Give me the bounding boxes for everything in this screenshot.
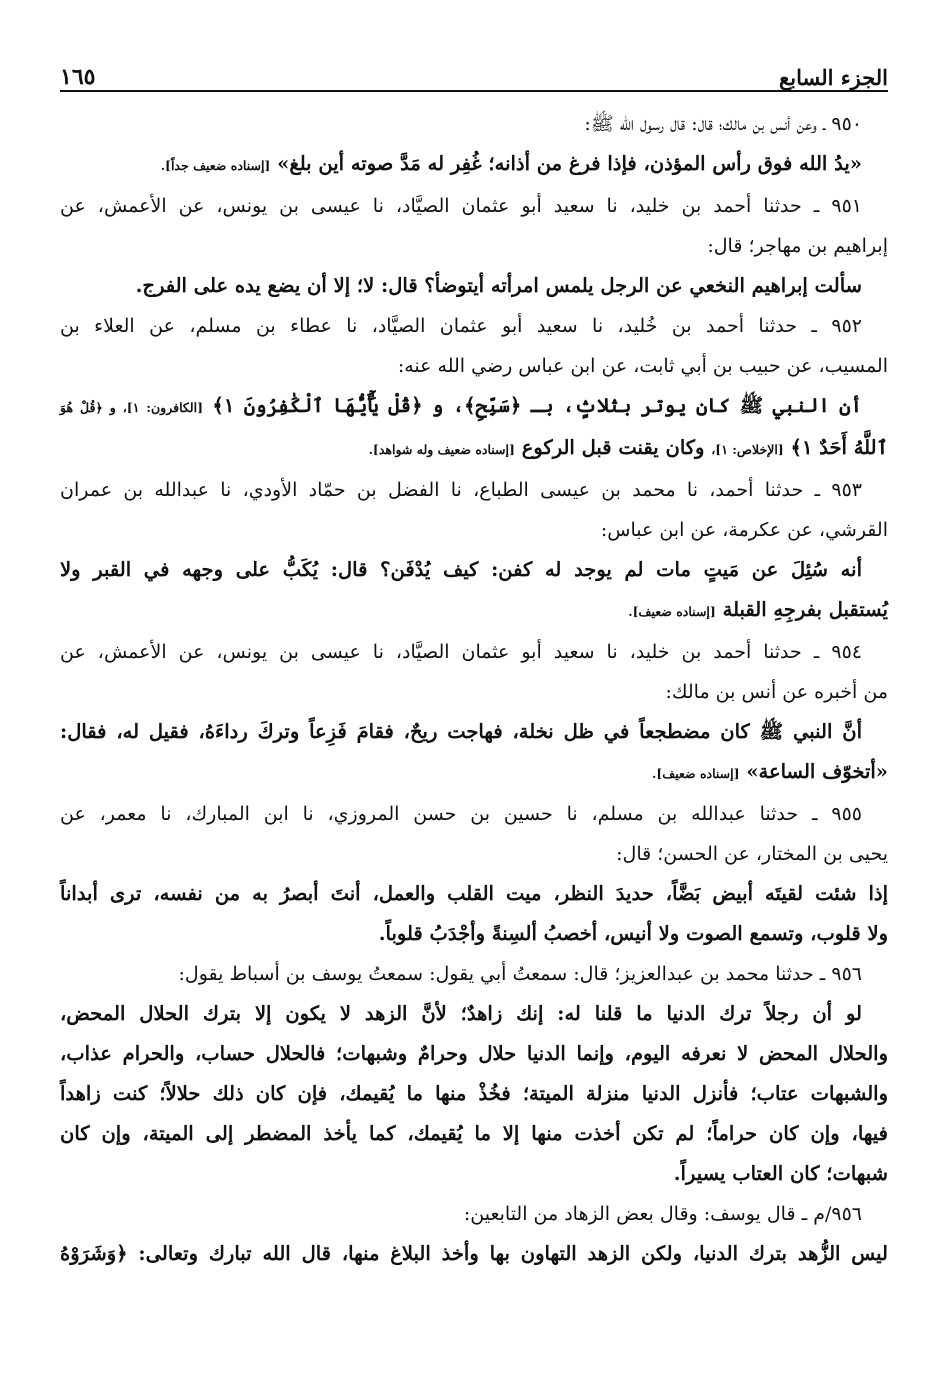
line-text: «أتخوّف الساعة» <box>746 760 888 783</box>
text-line <box>60 712 888 752</box>
text-line <box>60 428 888 470</box>
line-text: ٩٥٢ ـ حدثنا أحمد بن خُليد، نا سعيد أبو عثمان الصيَّاد، نا عطاء بن مسلم، عن العلاء بن <box>60 315 862 337</box>
text-line <box>60 346 888 386</box>
text-line <box>60 1234 888 1274</box>
text-line <box>60 1074 888 1114</box>
text-line <box>60 794 888 834</box>
line-text: «يدُ الله فوق رأس المؤذن، فإذا فرغ من أذانه؛ غُفِر له مَدَّ صوته أين بلغ» <box>277 152 862 175</box>
text-line <box>60 590 888 632</box>
line-text: أنه سُئِلَ عن مَيتٍ مات لم يوجد له كفن: كيف يُدْفَن؟ قال: يُكَبُّ على وجهه في القبر ولا <box>60 558 862 581</box>
inline-note: [إسناده ضعيف]. <box>652 766 740 781</box>
line-text: يحيى بن المختار، عن الحسن؛ قال: <box>616 843 888 865</box>
inline-note: [الإخلاص: ١]، <box>711 442 784 457</box>
line-text: إذا شئت لقيتَه أبيض بَضَّاً، حديدَ النظر، ميت القلب والعمل، أنتَ أبصرُ به من نفسه، ترى أبداناً <box>60 882 888 905</box>
text-line <box>60 954 888 994</box>
text-line <box>60 266 888 306</box>
text-line <box>60 994 888 1034</box>
text-line <box>60 550 888 590</box>
line-text: إبراهيم بن مهاجر؛ قال: <box>707 235 888 257</box>
text-line <box>60 1154 888 1194</box>
line-text: لو أن رجلاً ترك الدنيا ما قلنا له: إنك زاهدٌ؛ لأنَّ الزهد لا يكون إلا بترك الحلال المحض، <box>60 1002 862 1025</box>
text-line <box>60 874 888 914</box>
line-text: ٱللَّهُ أَحَدٌ ١﴾ <box>790 436 888 459</box>
running-title: الجزء السابع <box>779 65 888 90</box>
text-line <box>60 672 888 712</box>
line-text: ٩٥٠ ـ وعن أنس بن مالك؛ قال: قال رسول الله ﷺ: <box>584 113 862 135</box>
text-line <box>60 104 888 144</box>
line-text: المسيب، عن حبيب بن أبي ثابت، عن ابن عباس رضي الله عنه: <box>397 355 888 377</box>
line-text: ٩٥٥ ـ حدثنا عبدالله بن مسلم، نا حسين بن حسن المروزي، نا ابن المبارك، نا معمر، عن <box>60 803 862 825</box>
line-text-tail: وكان يقنت قبل الركوع <box>521 436 705 459</box>
text-line <box>60 914 888 954</box>
line-text: القرشي، عن عكرمة، عن ابن عباس: <box>600 519 888 541</box>
text-line <box>60 226 888 266</box>
inline-note: [إسناده ضعيف جداً]. <box>160 158 271 173</box>
text-line <box>60 752 888 794</box>
text-line <box>60 306 888 346</box>
line-text: أن النبي ﷺ كان يوتر بثلاثٍ، بـ ﴿سَبِّحِ﴾، و ﴿قُلْ يَٰٓأَيُّهَا ٱلْكَٰفِرُونَ ١﴾ <box>212 394 862 417</box>
line-text: من أخبره عن أنس بن مالك: <box>665 681 888 703</box>
text-line <box>60 1034 888 1074</box>
text-line <box>60 386 888 428</box>
line-text: ٩٥١ ـ حدثنا أحمد بن خليد، نا سعيد أبو عثمان الصيَّاد، نا عيسى بن يونس، عن الأعمش، عن <box>60 195 862 217</box>
line-text: ٩٥٤ ـ حدثنا أحمد بن خليد، نا سعيد أبو عثمان الصيَّاد، نا عيسى بن يونس، عن الأعمش، عن <box>60 641 862 663</box>
text-line <box>60 1114 888 1154</box>
line-text: ليس الزُّهد بترك الدنيا، ولكن الزهد التهاون بها وأخذ البلاغ منها، قال الله تبارك وتعالى: ﴿وَشَرَوْهُ <box>60 1242 888 1265</box>
page-header <box>60 50 888 92</box>
line-text: يُستقبل بفرجِهِ القبلة <box>722 598 888 621</box>
page-number: ١٦٥ <box>60 64 96 90</box>
line-text: والحلال المحض لا نعرفه اليوم، وإنما الدنيا حلال وحرامٌ وشبهات؛ فالحلال حساب، والحرام عذاب، <box>60 1042 888 1065</box>
inline-note: [إسناده ضعيف وله شواهد]. <box>368 442 515 457</box>
line-text: فيها، وإن كان حراماً؛ لم تكن أخذت منها إلا ما يُقيمك، كما يأخذ المضطر إلى الميتة، وإن كان <box>60 1122 888 1145</box>
line-text: سألت إبراهيم النخعي عن الرجل يلمس امرأته أيتوضأ؟ قال: لا؛ إلا أن يضع يده على الفرج. <box>135 274 862 297</box>
line-text: ولا قلوب، وتسمع الصوت ولا أنيس، أخصبُ ألسِنةً وأجْدَبُ قلوباً. <box>378 922 888 945</box>
text-line <box>60 510 888 550</box>
line-text: ٩٥٣ ـ حدثنا أحمد، نا محمد بن عيسى الطباع، نا الفضل بن حمّاد الأودي، نا عبدالله بن عمران <box>60 479 862 501</box>
text-line <box>60 144 888 186</box>
text-line <box>60 470 888 510</box>
inline-note: [إسناده ضعيف]. <box>628 604 716 619</box>
line-text: ٩٥٦ ـ حدثنا محمد بن عبدالعزيز؛ قال: سمعتُ أبي يقول: سمعتُ يوسف بن أسباط يقول: <box>178 963 862 985</box>
line-text: والشبهات عتاب؛ فأنزل الدنيا منزلة الميتة؛ فخُذْ منها ما يُقيمك، فإن كان ذلك حلالاً؛ كنت زاهداً <box>60 1082 888 1105</box>
text-line <box>60 632 888 672</box>
line-text: أنَّ النبي ﷺ كان مضطجعاً في ظل نخلة، فهاجت ريحٌ، فقامَ فَزِعاً وتركَ رداءَهُ، فقيل له، فقال: <box>60 720 862 743</box>
page-body <box>60 104 888 1274</box>
text-line <box>60 186 888 226</box>
text-line <box>60 1194 888 1234</box>
inline-note: [الكافرون: ١]، و ﴿قُلْ هُوَ <box>60 400 203 415</box>
line-text: ٩٥٦/م ـ قال يوسف: وقال بعض الزهاد من التابعين: <box>463 1203 862 1225</box>
text-line <box>60 834 888 874</box>
line-text: شبهات؛ كان العتاب يسيراً. <box>673 1162 888 1185</box>
